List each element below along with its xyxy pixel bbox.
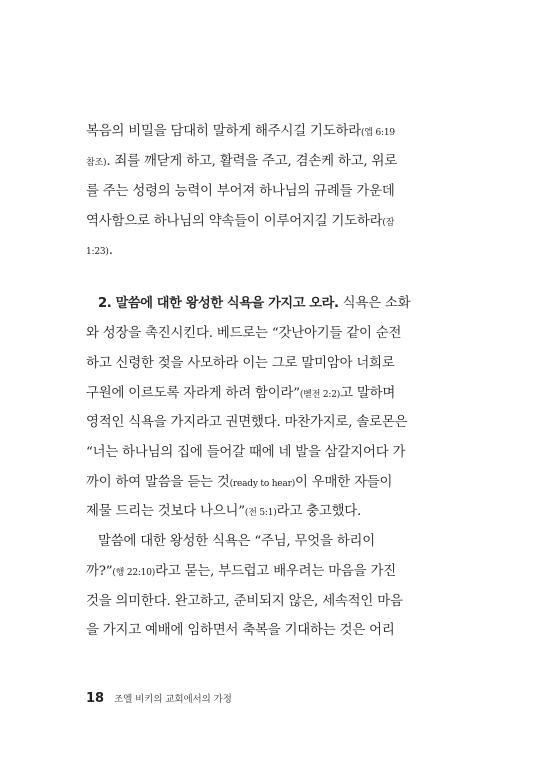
- paragraph-3-line-1: [98, 532, 470, 552]
- page-number: 18: [86, 691, 105, 706]
- paragraph-2-line-1: [98, 294, 470, 314]
- text: 것을 의미한다. 완고하고, 준비되지 않은, 세속적인 마음: [86, 594, 403, 609]
- paragraph-3-line-2: [86, 562, 470, 583]
- text: 역사함으로 하나님의 약속들이 이루어지길 기도하라: [86, 214, 383, 229]
- paragraph-2-line-2: [86, 324, 470, 344]
- text: 라고 충고했다.: [276, 504, 362, 519]
- text: 을 가지고 예배에 임하면서 축복을 기대하는 것은 어리: [86, 623, 395, 638]
- paragraph-3-line-4: [86, 621, 470, 641]
- text: 라고 묻는, 부드럽고 배우려는 마음을 가진: [155, 564, 396, 579]
- scripture-reference: (벧전 2:2): [299, 390, 341, 400]
- text: 식욕은 소화: [338, 296, 411, 311]
- paragraph-2-line-6: [86, 443, 470, 463]
- gloss-note: (ready to hear): [229, 479, 296, 489]
- paragraph-2-line-3: [86, 354, 470, 374]
- text: .: [108, 243, 113, 258]
- text: “너는 하나님의 집에 들어갈 때에 네 발을 삼갈지어다 가: [86, 445, 406, 460]
- paragraph-1-line-1: [86, 122, 470, 143]
- text: 를 주는 성령의 능력이 부어져 하나님의 규례들 가운데: [86, 184, 395, 199]
- paragraph-1-line-2: [86, 152, 470, 173]
- scripture-reference: (전 5:1): [244, 508, 277, 518]
- text: 고 말하며: [340, 386, 396, 401]
- paragraph-3-line-3: [86, 592, 470, 612]
- paragraph-1-line-3: [86, 182, 470, 202]
- page-footer: [86, 691, 232, 709]
- running-title: 조엘 비키의 교회에서의 가정: [114, 694, 232, 705]
- text: 영적인 식욕을 가지라고 권면했다. 마찬가지로, 솔로몬은: [86, 415, 408, 430]
- text: 까이 하여 말씀을 듣는 것: [86, 475, 230, 490]
- scripture-reference: (엡 6:19: [361, 128, 395, 138]
- paragraph-1-line-4: [86, 212, 470, 233]
- paragraph-2-line-5: [86, 413, 470, 433]
- text: 까?”: [86, 564, 113, 579]
- text: 와 성장을 촉진시킨다. 베드로는 “갓난아기들 같이 순전: [86, 326, 402, 341]
- scripture-reference: (행 22:10): [112, 568, 156, 578]
- scripture-reference: 1:23): [86, 247, 109, 257]
- text: 구원에 이르도록 자라게 하려 함이라”: [86, 386, 300, 401]
- text: . 죄를 깨닫게 하고, 활력을 주고, 겸손케 하고, 위로: [106, 154, 397, 169]
- text: 복음의 비밀을 담대히 말하게 해주시길 기도하라: [86, 124, 361, 139]
- paragraph-2-line-4: [86, 384, 470, 405]
- text: 제물 드리는 것보다 나으니”: [86, 504, 245, 519]
- paragraph-2-line-7: [86, 473, 470, 494]
- paragraph-1-line-5: [86, 241, 470, 262]
- text: 하고 신령한 젖을 사모하라 이는 그로 말미암아 너희로: [86, 356, 395, 371]
- scripture-reference: (잠: [382, 218, 395, 228]
- scripture-reference: 참조): [86, 158, 107, 168]
- section-heading: 2. 말씀에 대한 왕성한 식욕을 가지고 오라.: [98, 296, 339, 311]
- text: 이 우매한 자들이: [295, 475, 393, 490]
- text: 말씀에 대한 왕성한 식욕은 “주님, 무엇을 하리이: [98, 534, 376, 549]
- paragraph-2-line-8: [86, 502, 470, 523]
